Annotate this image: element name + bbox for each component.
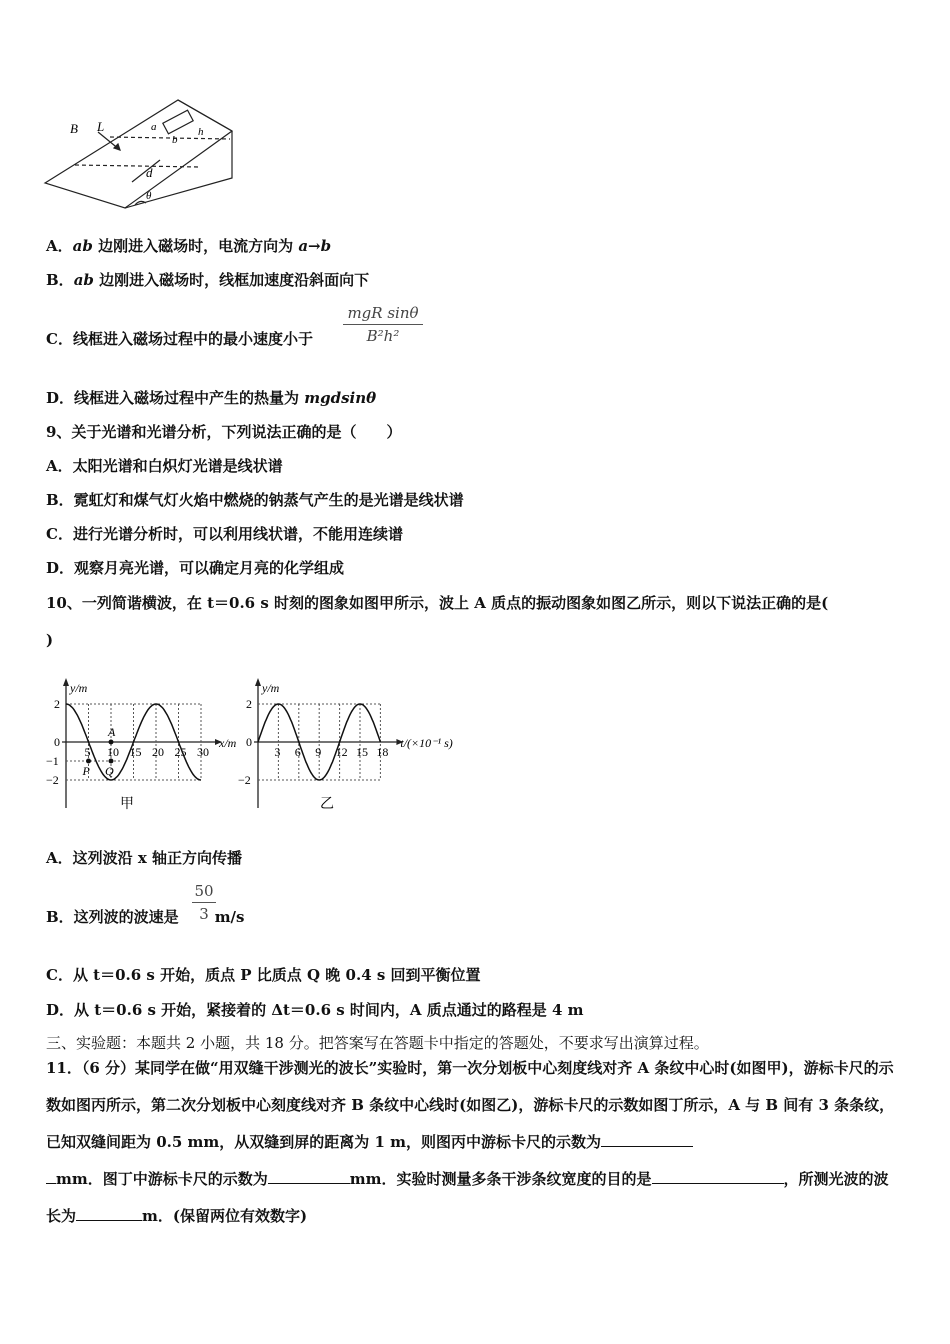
y-axis-arrow: [63, 678, 69, 686]
y-tick-label: 2: [54, 697, 60, 711]
q10-stem-line1: 10、一列简谐横波，在 t＝0.6 s 时刻的图象如图甲所示，波上 A 质点的振动图象如图乙所示，则以下说法正确的是(: [46, 594, 829, 612]
q9-option-c: C．进行光谱分析时，可以利用线状谱，不能用连续谱: [46, 525, 403, 543]
y-axis-label: y/m: [262, 681, 280, 695]
x-tick-label: 9: [315, 745, 322, 759]
label-h: h: [198, 126, 204, 138]
wave-graph-jia: [44, 662, 244, 822]
point-P: [86, 759, 91, 764]
y-tick-label: 2: [246, 697, 252, 711]
q8-option-c-fraction: mgR sinθ B²h²: [343, 304, 423, 345]
q8-option-d: D．线框进入磁场过程中产生的热量为 mgdsinθ: [46, 389, 377, 407]
x-tick-label: 25: [174, 745, 187, 759]
q10-option-b: B．这列波的波速是 m/s: [46, 908, 245, 926]
chart-title: 甲: [120, 797, 134, 812]
label-d: d: [146, 165, 153, 180]
q9-option-b: B．霓虹灯和煤气灯火焰中燃烧的钠蒸气产生的是光谱是线状谱: [46, 491, 464, 509]
y-tick-label: 0: [246, 735, 252, 749]
label-b: b: [172, 134, 178, 146]
label-theta: θ: [146, 190, 152, 202]
x-tick-label: 18: [376, 745, 389, 759]
point-label-Q: Q: [105, 764, 114, 778]
q11-blank-4[interactable]: [76, 1204, 142, 1221]
q11-blank-2[interactable]: [268, 1167, 350, 1184]
x-tick-label: 10: [107, 745, 119, 759]
q9-stem: 9、关于光谱和光谱分析，下列说法正确的是（ ）: [46, 423, 402, 441]
y-tick-label: −2: [46, 773, 59, 787]
q8-option-a: A．ab 边刚进入磁场时，电流方向为 a→b: [46, 237, 332, 255]
point-label-A: A: [108, 725, 116, 739]
section3-heading: 三、实验题：本题共 2 小题，共 18 分。把答案写在答题卡中指定的答题处，不要求写出演算过程。: [46, 1034, 709, 1052]
chart-title: 乙: [320, 797, 334, 812]
x-tick-label: 15: [356, 745, 368, 759]
q10-option-d: D．从 t＝0.6 s 开始，紧接着的 Δt＝0.6 s 时间内，A 质点通过的路程是 4 m: [46, 1001, 584, 1019]
q10-option-a: A．这列波沿 x 轴正方向传播: [46, 849, 243, 867]
x-axis-label: t/(×10⁻¹ s): [400, 736, 453, 750]
y-axis-arrow: [255, 678, 261, 686]
vibration-graph-yi: [238, 662, 458, 822]
label-B: B: [70, 121, 78, 136]
y-tick-label: −1: [46, 754, 59, 768]
x-tick-label: 6: [294, 745, 301, 759]
x-tick-label: 15: [129, 745, 142, 759]
x-axis-label: x/m: [219, 736, 237, 750]
q8-option-c: C．线框进入磁场过程中的最小速度小于: [46, 330, 313, 348]
x-tick-label: 30: [197, 745, 209, 759]
y-tick-label: 0: [54, 735, 60, 749]
incline-figure: [40, 95, 240, 215]
q11-paragraph: 11．（6 分）某同学在做“用双缝干涉测光的波长”实验时，第一次分划板中心刻度线对齐 A 条纹中心时(如图甲)，游标卡尺的示数如图丙所示，第二次分划板中心刻度线对齐 B 条纹中心线时(如图乙)，游标卡尺的示数如图丁所示，A 与 B 间有 3 条条纹，已知双缝间距为 0.5 mm，从双缝到屏的距离为 1 m，则图丙中游标卡尺的示数为 mm．图丁中游标卡尺的示数为 mm．实验时测量多条干涉条纹宽度的目的是 ，所测光波的波长为 m．(保留两位有效数字): [46, 1059, 895, 1225]
q11-blank-1[interactable]: [601, 1130, 693, 1147]
q10-stem-line2: ): [46, 631, 54, 649]
label-L: L: [97, 119, 105, 134]
q9-option-a: A．太阳光谱和白炽灯光谱是线状谱: [46, 457, 283, 475]
point-Q: [109, 759, 114, 764]
x-tick-label: 12: [335, 745, 348, 759]
y-axis-label: y/m: [70, 681, 88, 695]
label-a: a: [151, 121, 157, 133]
point-A: [109, 740, 114, 745]
x-tick-label: 5: [84, 745, 91, 759]
x-tick-label: 3: [274, 745, 281, 759]
x-tick-label: 20: [152, 745, 164, 759]
q10-option-b-fraction: 50 3: [192, 882, 216, 923]
point-label-P: P: [82, 764, 90, 778]
q9-option-d: D．观察月亮光谱，可以确定月亮的化学组成: [46, 559, 345, 577]
y-tick-label: −2: [238, 773, 251, 787]
q11-blank-3[interactable]: [652, 1167, 784, 1184]
q8-option-b: B．ab 边刚进入磁场时，线框加速度沿斜面向下: [46, 271, 370, 289]
q10-option-c: C．从 t＝0.6 s 开始，质点 P 比质点 Q 晚 0.4 s 回到平衡位置: [46, 966, 481, 984]
